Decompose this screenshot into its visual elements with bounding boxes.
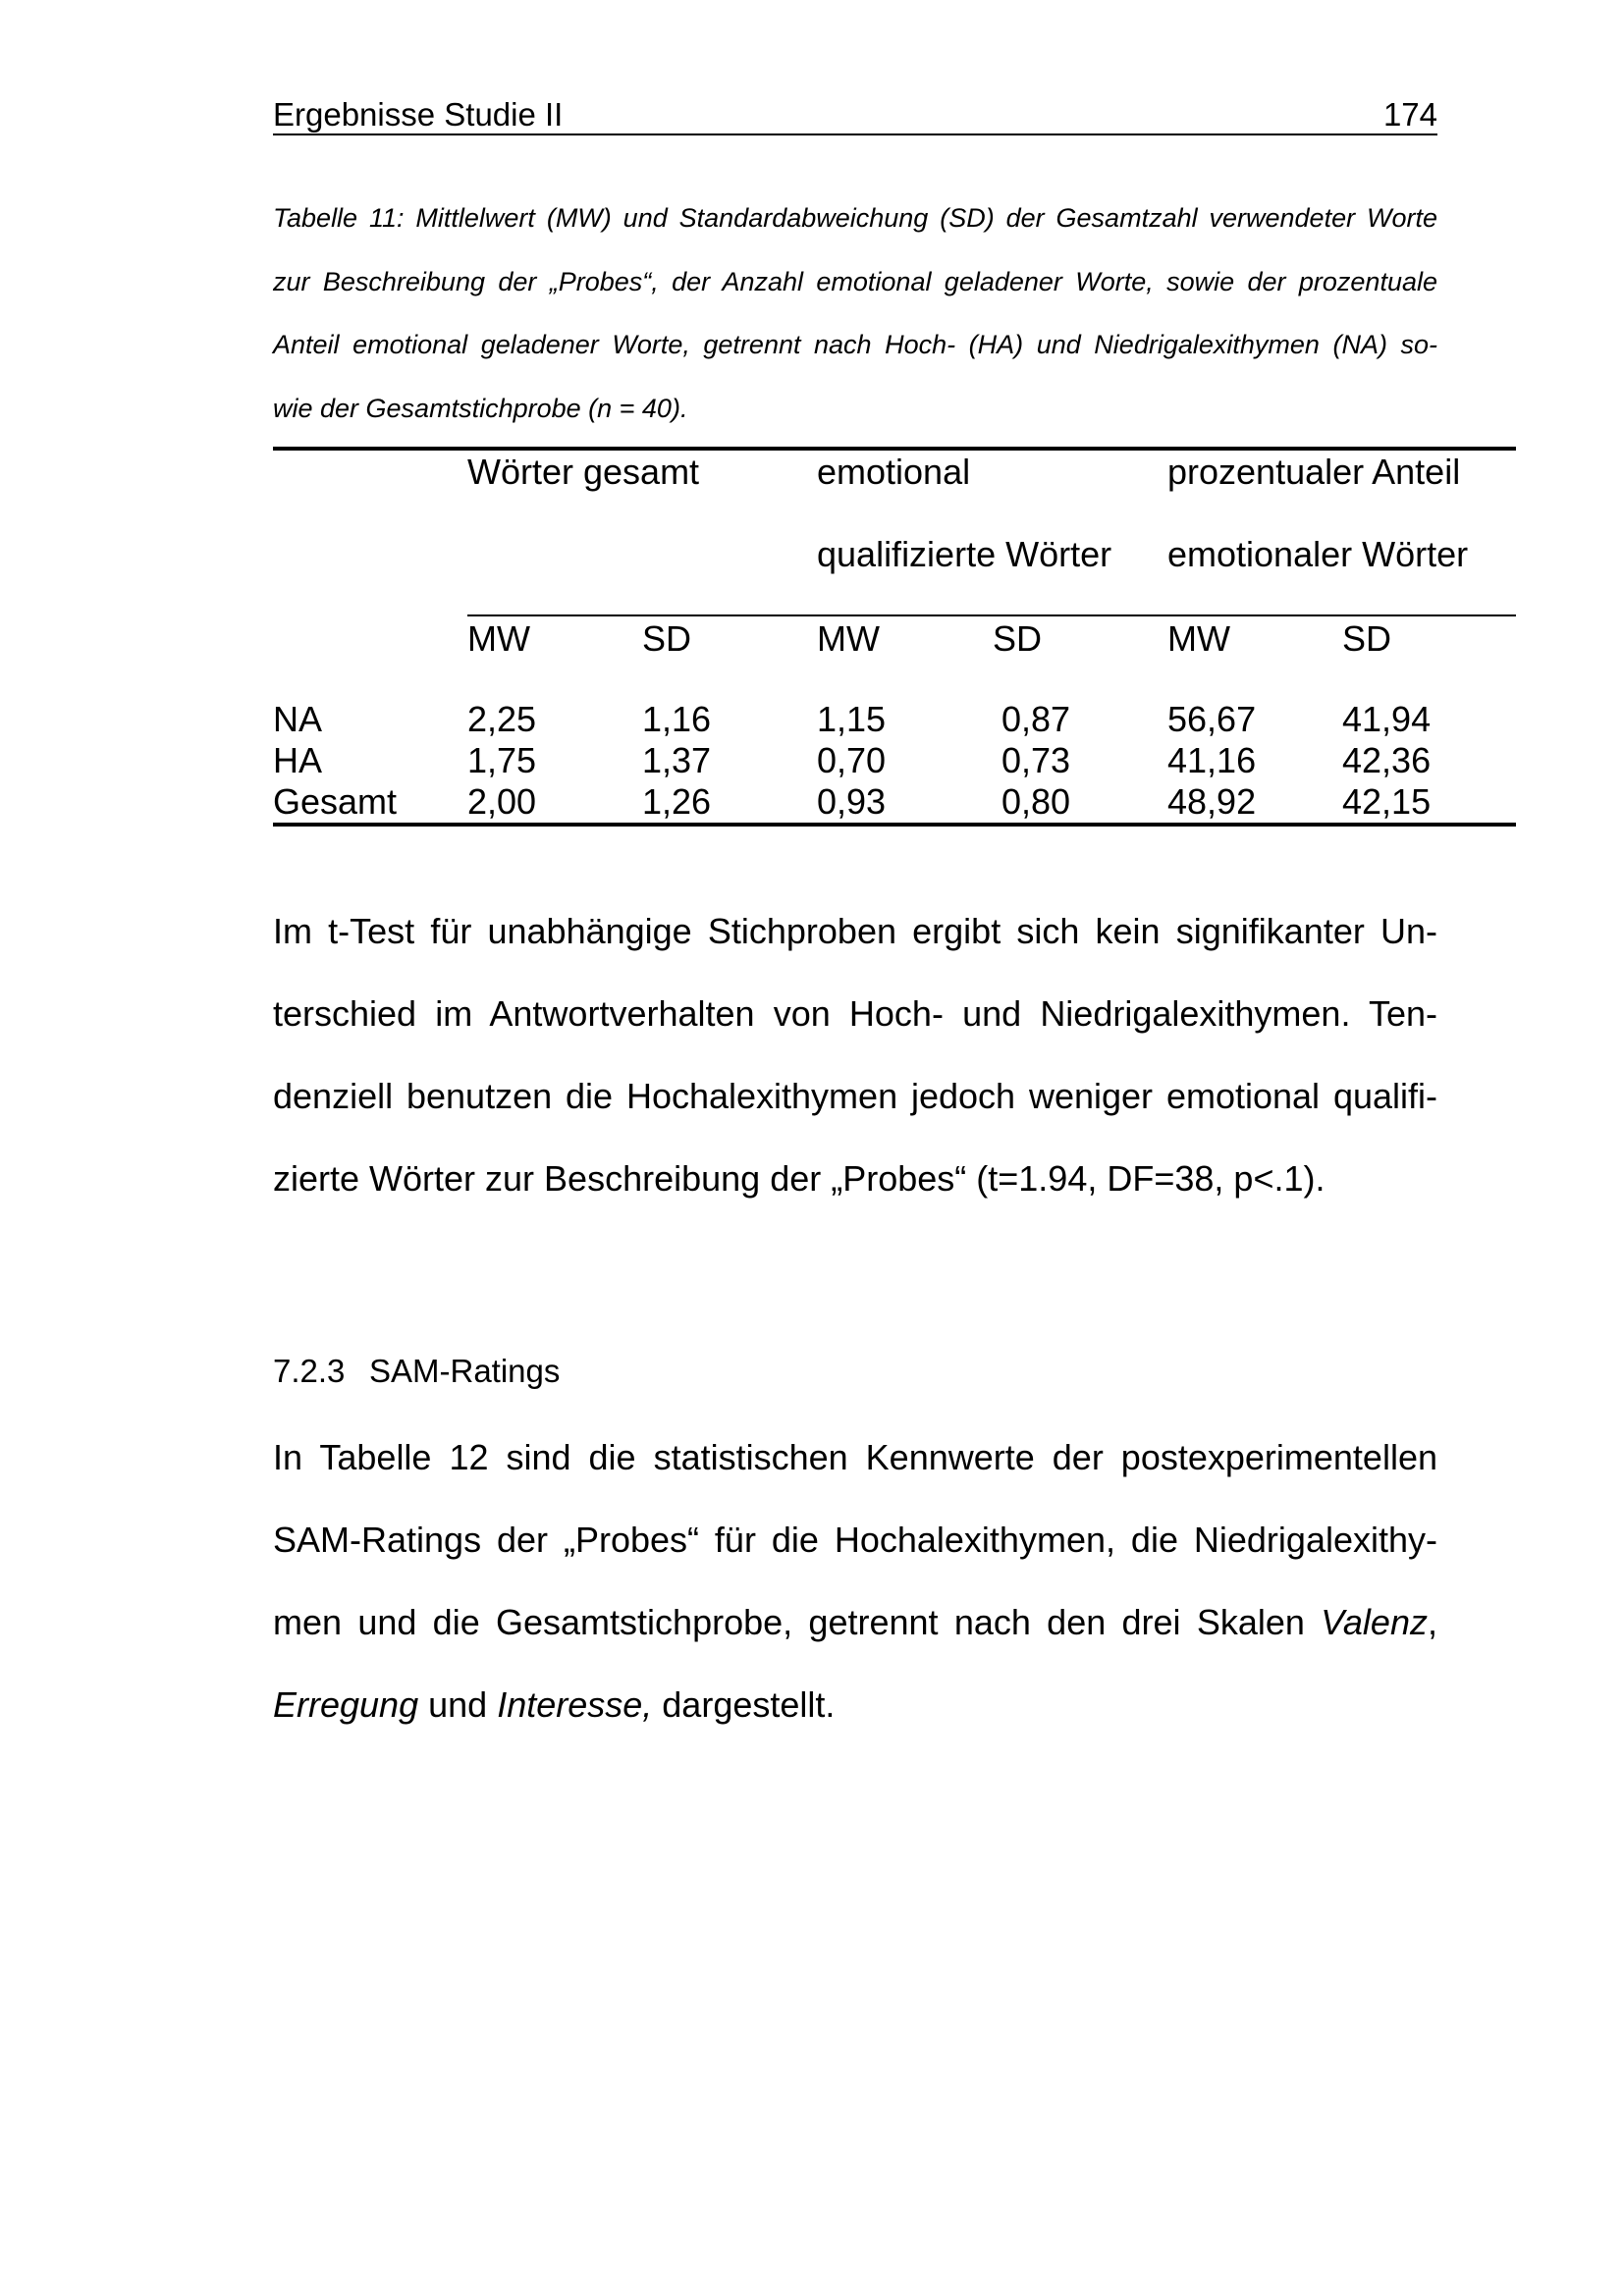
table-caption [273,187,1437,440]
section-heading [273,1353,560,1390]
table-cell: 0,87 [1001,699,1071,739]
page-number: 174 [1382,96,1437,133]
table-cell: 2,00 [467,781,537,822]
table-cell: 2,25 [467,699,537,739]
table-cell: 1,37 [642,740,712,780]
row-label-gesamt: Gesamt [273,781,398,822]
table-cell: 1,75 [467,740,537,780]
table-cell: 42,36 [1342,740,1432,780]
group-header-words-total: Wörter gesamt [467,452,700,492]
running-title: Ergebnisse Studie II [273,96,564,133]
section-number: 7.2.3 [273,1353,346,1389]
caption-line: zur Beschreibung der „Probes“, der Anzahl emotional geladener Worte, sowie der prozentuale [273,266,1437,296]
scale-valenz: Valenz [1321,1602,1428,1642]
paragraph-line: Im t-Test für unabhängige Stichproben ergibt sich kein signifikanter Un- [273,911,1437,951]
table-cell: 0,73 [1001,740,1071,780]
table-cell: 42,15 [1342,781,1432,822]
group-header-percentage-line2: emotionaler Wörter [1167,534,1469,574]
subheader-sd: SD [642,618,692,659]
table-cell: 56,67 [1167,699,1257,739]
table-bottom-rule [273,823,1516,827]
caption-line: Anteil emotional geladener Worte, getrennt nach Hoch- (HA) und Niedrigalexithymen (NA) so- [273,330,1437,359]
subheader-rule [467,614,1516,616]
scale-erregung: Erregung [273,1684,419,1725]
paragraph-line: In Tabelle 12 sind die statistischen Kennwerte der postexperimentellen [273,1437,1437,1477]
paragraph-line [273,1581,1437,1664]
caption-line: wie der Gesamtstichprobe (n = 40). [273,393,688,423]
table-cell: 0,93 [817,781,887,822]
group-header-emotional: emotional [817,452,971,492]
table-cell: 0,70 [817,740,887,780]
table-cell: 1,26 [642,781,712,822]
subheader-mw: MW [817,618,880,659]
caption-line: Tabelle 11: Mittlelwert (MW) und Standardabweichung (SD) der Gesamtzahl verwendeter Worte [273,203,1437,233]
group-header-percentage: prozentualer Anteil [1167,452,1461,492]
text-run: und [418,1684,498,1725]
table-cell: 1,15 [817,699,887,739]
table-cell: 48,92 [1167,781,1257,822]
table-cell: 41,94 [1342,699,1432,739]
text-run: men und die Gesamtstichprobe, getrennt nach den drei Skalen [273,1602,1305,1642]
text-run: dargestellt. [652,1684,836,1725]
paragraph-line: terschied im Antwortverhalten von Hoch- und Niedrigalexithymen. Ten- [273,993,1437,1034]
table-cell: 41,16 [1167,740,1257,780]
text-run: , [1427,1602,1437,1642]
row-label-ha: HA [273,740,323,780]
table-cell: 1,16 [642,699,712,739]
subheader-sd: SD [1342,618,1392,659]
subheader-sd: SD [993,618,1043,659]
row-label-na: NA [273,699,323,739]
body-paragraph-ttest [273,890,1437,1220]
paragraph-line: zierte Wörter zur Beschreibung der „Probes“ (t=1.94, DF=38, p<.1). [273,1158,1325,1199]
subheader-mw: MW [467,618,530,659]
paragraph-line: SAM-Ratings der „Probes“ für die Hochalexithymen, die Niedrigalexithy- [273,1520,1437,1560]
paragraph-line: denziell benutzen die Hochalexithymen jedoch weniger emotional qualifi- [273,1076,1437,1116]
scale-interesse: Interesse, [497,1684,653,1725]
table-cell: 0,80 [1001,781,1071,822]
paragraph-line [273,1664,1437,1746]
group-header-emotional-line2: qualifizierte Wörter [817,534,1112,574]
header-rule [273,133,1437,135]
subheader-mw: MW [1167,618,1230,659]
section-title: SAM-Ratings [369,1353,561,1389]
body-paragraph-sam [273,1416,1437,1746]
table-top-rule [273,447,1516,451]
